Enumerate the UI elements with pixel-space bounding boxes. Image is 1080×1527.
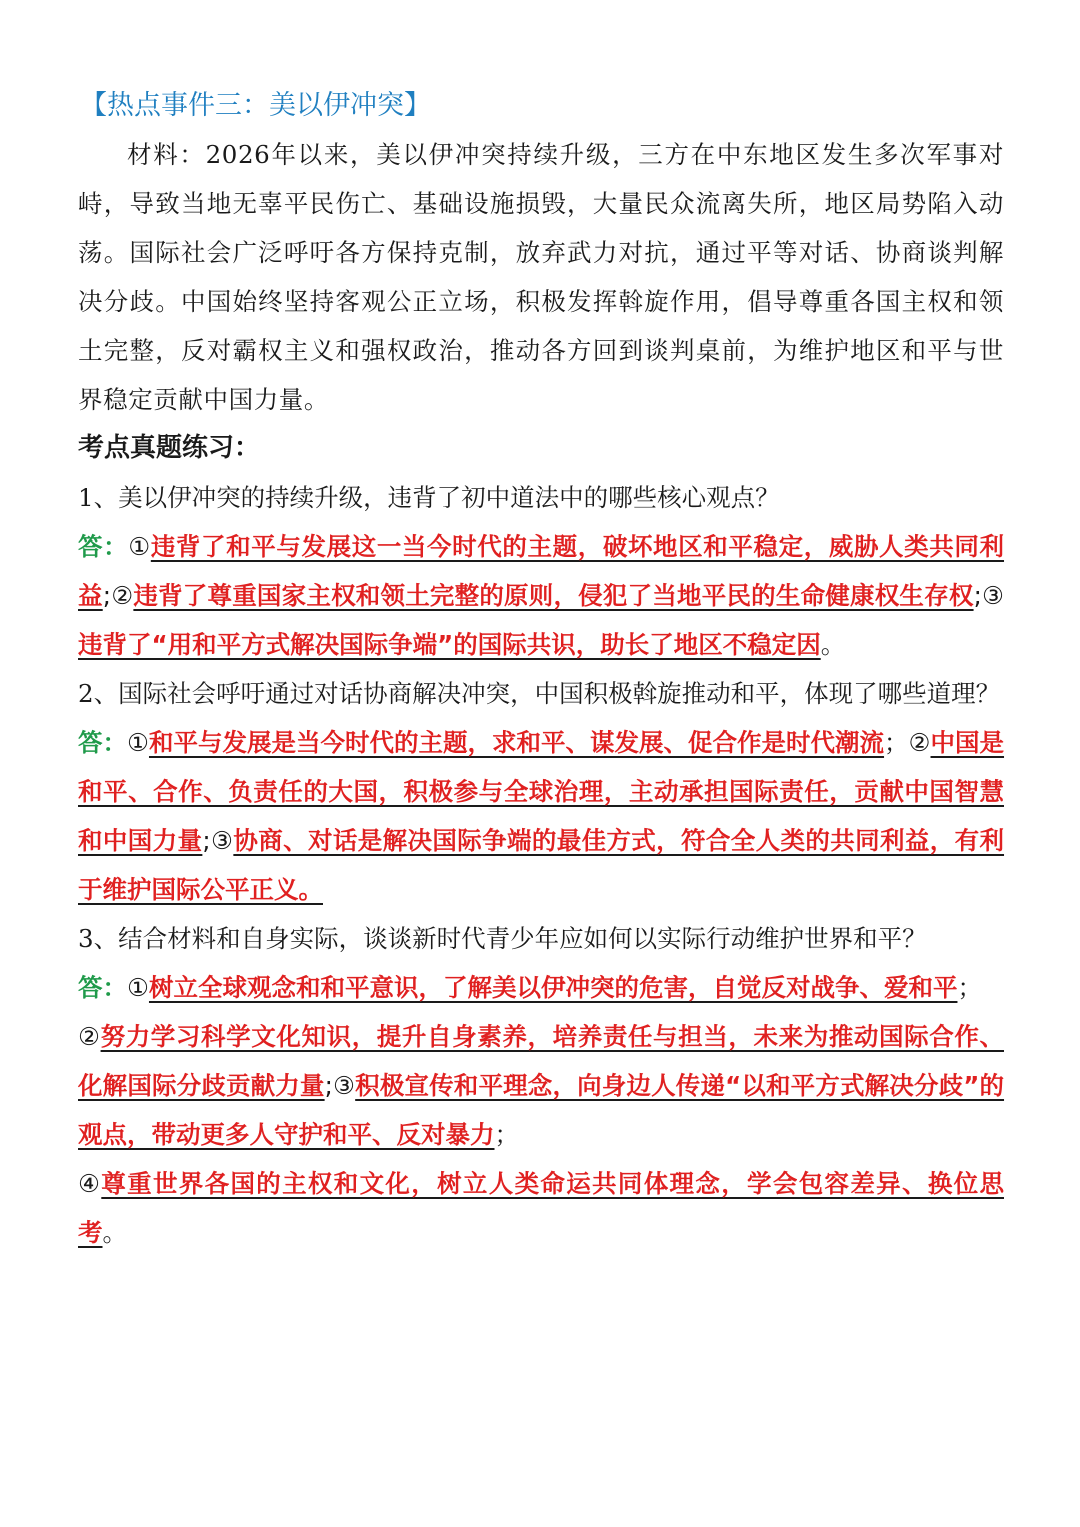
- question-3: 3、结合材料和自身实际，谈谈新时代青少年应如何以实际行动维护世界和平？: [78, 924, 927, 953]
- answer-point: 努力学习科学文化知识，提升自身素养，培养责任与担当，未来为推动国际合作、化解国际分歧贡献力量: [78, 1022, 1004, 1100]
- page-title: 【热点事件三：美以伊冲突】: [80, 90, 431, 121]
- answer-point: 树立全球观念和和平意识，了解美以伊冲突的危害，自觉反对战争、爱和平: [148, 973, 958, 1002]
- answer-label: 答：: [78, 973, 127, 1002]
- answer-separator: 。: [820, 630, 846, 659]
- answer-marker: ①: [128, 532, 151, 561]
- answer-point: 违背了和平与发展这一当今时代的主题，破坏地区和平稳定，威胁人类共同利益: [78, 532, 1005, 610]
- answer-point: 协商、对话是解决国际争端的最佳方式，符合全人类的共同利益，有利于维护国际公平正义。: [78, 826, 1005, 904]
- answer-2: [78, 718, 1004, 914]
- answer-point: 积极宣传和平理念，向身边人传递“以和平方式解决分歧”的观点，带动更多人守护和平、反对暴力: [78, 1071, 1005, 1149]
- answer-marker: ③: [981, 581, 1005, 610]
- answer-separator: ；: [494, 1120, 519, 1149]
- answer-point: 和平与发展是当今时代的主题，求和平、谋发展、促合作是时代潮流: [148, 728, 885, 757]
- answer-3: [78, 963, 1004, 1257]
- answer-point: 违背了“用和平方式解决国际争端”的国际共识，助长了地区不稳定因: [78, 630, 821, 659]
- answer-separator: ；: [884, 728, 909, 757]
- answer-marker: ③: [210, 826, 234, 855]
- answer-marker: ②: [908, 728, 931, 757]
- document-page: [78, 82, 1004, 1257]
- answer-separator: 。: [102, 1218, 127, 1247]
- answer-label: 答：: [78, 532, 129, 561]
- answer-point: 违背了尊重国家主权和领土完整的原则，侵犯了当地平民的生命健康权生存权: [133, 581, 974, 610]
- answer-marker: ②: [110, 581, 134, 610]
- answer-point: 尊重世界各国的主权和文化，树立人类命运共同体理念，学会包容差异、换位思考: [78, 1169, 1004, 1247]
- answer-separator: ;: [102, 581, 111, 610]
- answer-marker: ②: [78, 1022, 101, 1051]
- answer-marker: ③: [332, 1071, 356, 1100]
- answer-separator: ；: [957, 973, 982, 1002]
- answer-1: [78, 522, 1004, 669]
- answer-separator: ;: [324, 1071, 333, 1100]
- answer-separator: ;: [202, 826, 211, 855]
- answer-separator: ;: [973, 581, 982, 610]
- answer-marker: ①: [127, 728, 149, 757]
- answer-marker: ①: [127, 973, 149, 1002]
- answer-marker: ④: [78, 1169, 102, 1198]
- answer-point: 中国是和平、合作、负责任的大国，积极参与全球治理，主动承担国际责任，贡献中国智慧和中国力量: [78, 728, 1005, 855]
- question-2: 2、国际社会呼吁通过对话协商解决冲突，中国积极斡旋推动和平，体现了哪些道理？: [78, 679, 1001, 708]
- answer-label: 答：: [78, 728, 128, 757]
- section-heading: 考点真题练习：: [78, 433, 261, 463]
- material-paragraph: 材料：2026年以来，美以伊冲突持续升级，三方在中东地区发生多次军事对峙，导致当地无辜平民伤亡、基础设施损毁，大量民众流离失所，地区局势陷入动荡。国际社会广泛呼吁各方保持克制，放弃武力对抗，通过平等对话、协商谈判解决分歧。中国始终坚持客观公正立场，积极发挥斡旋作用，倡导尊重各国主权和领土完整，反对霸权主义和强权政治，推动各方回到谈判桌前，为维护地区和平与世界稳定贡献中国力量。: [78, 140, 1004, 414]
- question-1: 1、美以伊冲突的持续升级，违背了初中道法中的哪些核心观点？: [78, 483, 780, 512]
